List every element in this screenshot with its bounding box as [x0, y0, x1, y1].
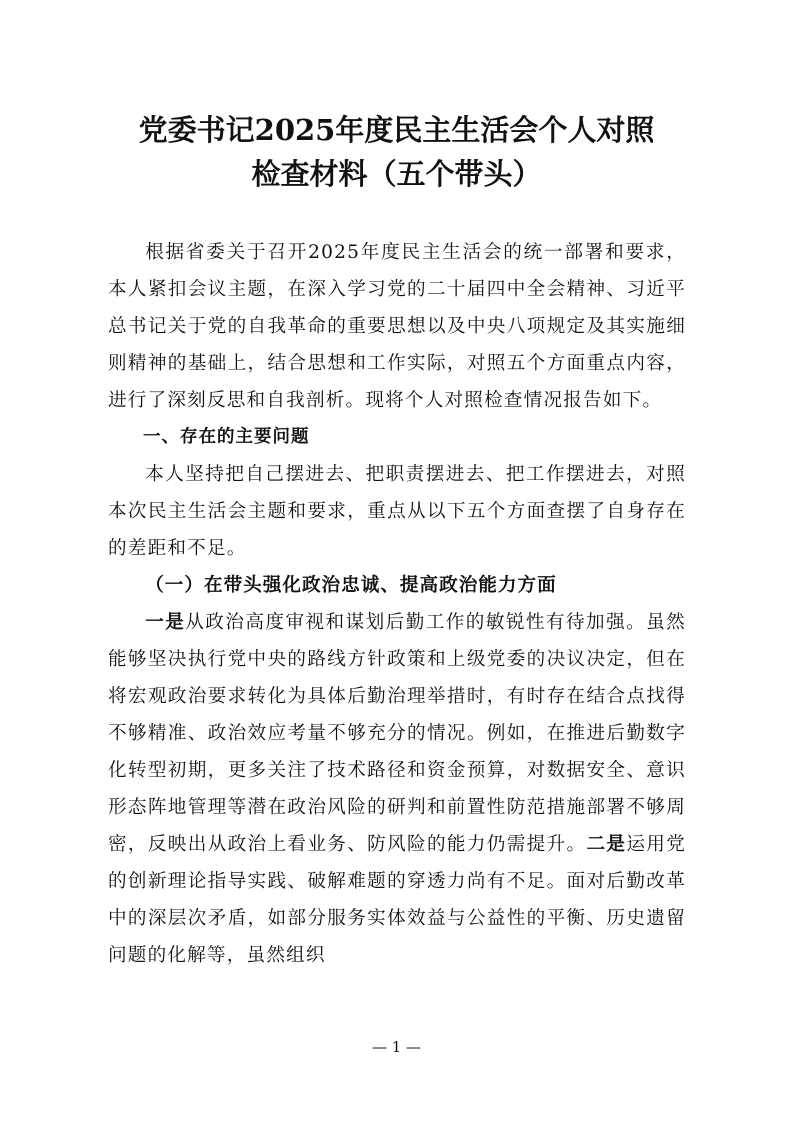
- item-1-text: 从政治高度审视和谋划后勤工作的敏锐性有待加强。虽然能够坚决执行党中央的路线方针政策和上级党委的决议决定，但在将宏观政治要求转化为具体后勤治理举措时，有时存在结合点找得不够精准、政治效应考量不够充分的情况。例如，在推进后勤数字化转型初期，更多关注了技术路径和资金预算，对数据安全、意识形态阵地管理等潜在政治风险的研判和前置性防范措施部署不够周密，反映出从政治上看业务、防风险的能力仍需提升。: [108, 612, 686, 855]
- document-body: [108, 234, 686, 974]
- item-1-lead: 一是: [145, 612, 186, 633]
- title-line-2: 检查材料（五个带头）: [251, 157, 542, 191]
- intro-paragraph: 根据省委关于召开2025年度民主生活会的统一部署和要求，本人紧扣会议主题，在深入学习党的二十届四中全会精神、习近平总书记关于党的自我革命的重要思想以及中央八项规定及其实施细则精神的基础上，结合思想和工作实际，对照五个方面重点内容，进行了深刻反思和自我剖析。现将个人对照检查情况报告如下。: [108, 242, 686, 411]
- title-line-1: 党委书记2025年度民主生活会个人对照: [138, 113, 655, 147]
- problem-items-paragraph: [108, 604, 686, 974]
- page-number: — 1 —: [371, 1038, 422, 1056]
- item-2-lead: 二是: [586, 834, 627, 855]
- section-heading-problems: 一、存在的主要问题: [143, 427, 310, 447]
- item-2-text: 运用党的创新理论指导实践、破解难题的穿透力尚有不足。面对后勤改革中的深层次矛盾，如部分服务实体效益与公益性的平衡、历史遗留问题的化解等，虽然组织: [108, 834, 686, 966]
- subsection-heading-political-loyalty: （一）在带头强化政治忠诚、提高政治能力方面: [145, 575, 557, 596]
- document-title: [100, 108, 693, 196]
- section-intro-paragraph: 本人坚持把自己摆进去、把职责摆进去、把工作摆进去，对照本次民主生活会主题和要求，重点从以下五个方面查摆了自身存在的差距和不足。: [108, 464, 686, 559]
